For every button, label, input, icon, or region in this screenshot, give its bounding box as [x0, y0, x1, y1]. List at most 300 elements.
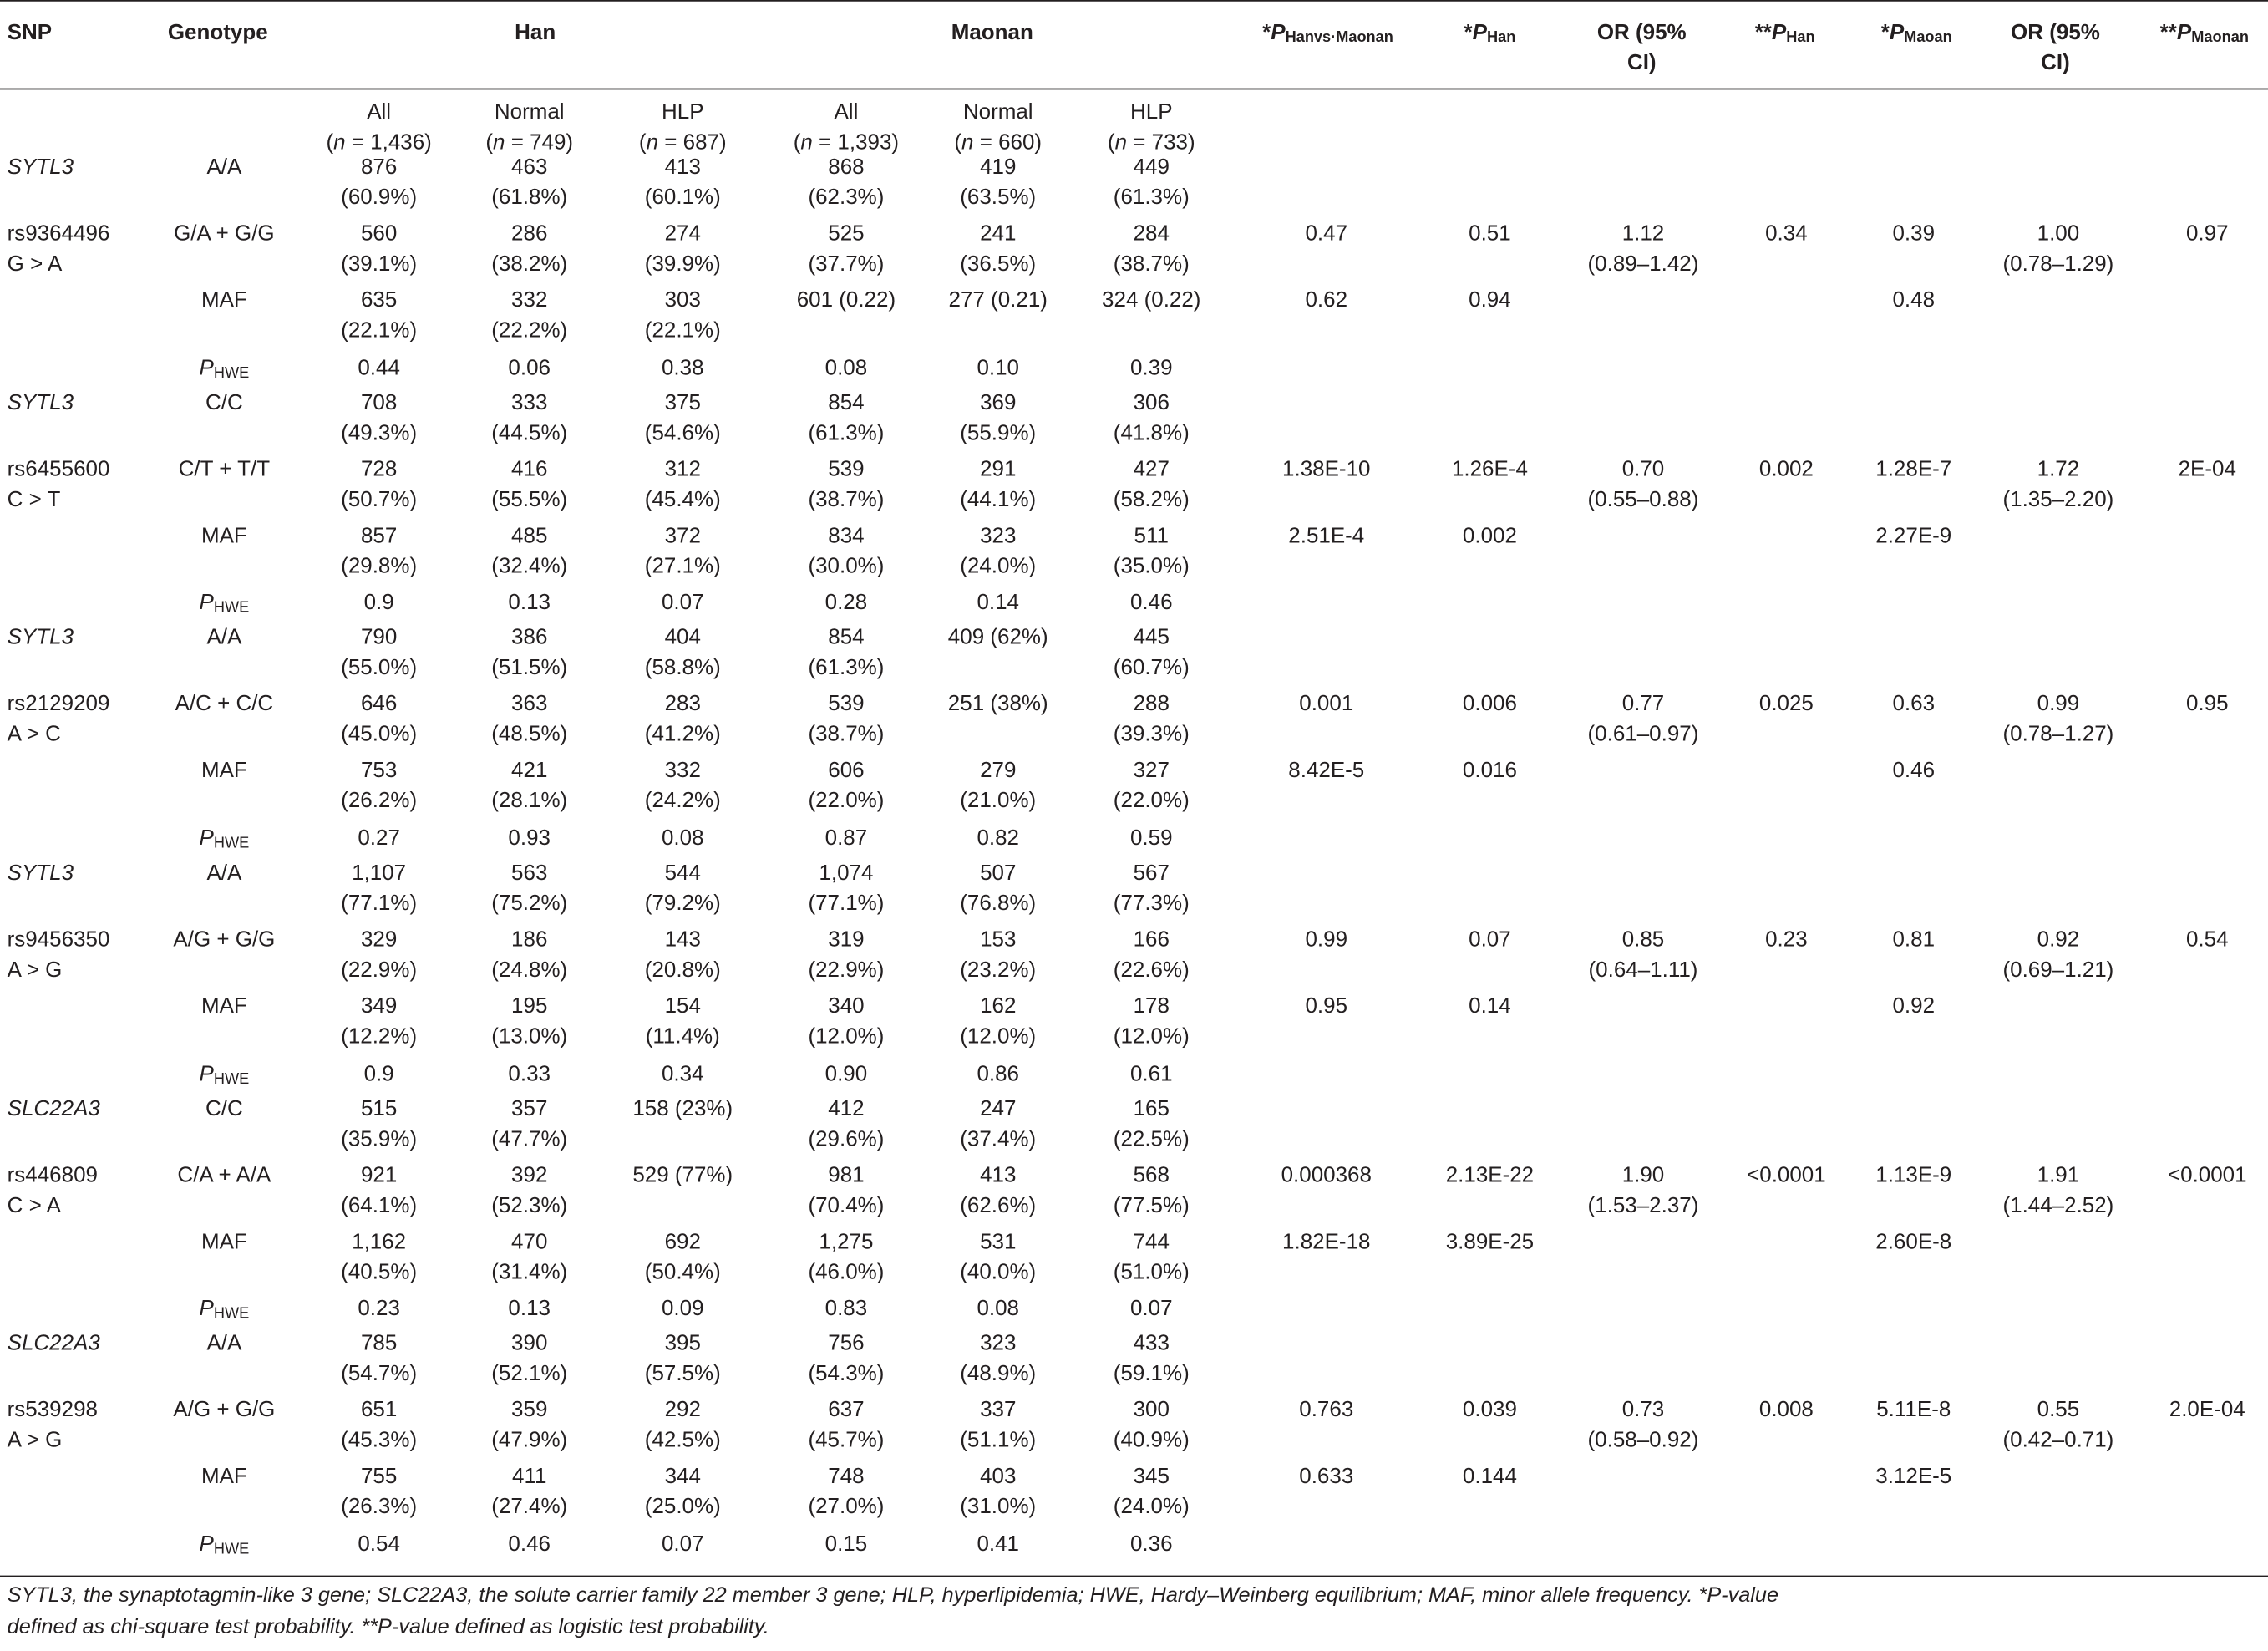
- value-cell-line: (52.1%): [491, 1361, 568, 1386]
- value-cell-line: 433: [1133, 1330, 1170, 1356]
- value-cell: [292, 388, 466, 449]
- value-cell-line: 0.86: [977, 1061, 1020, 1087]
- value-cell-line: (31.4%): [491, 1260, 568, 1285]
- value-cell: [759, 353, 933, 383]
- value-cell: [292, 152, 466, 213]
- value-cell: [443, 688, 616, 749]
- value-cell-line: (51.1%): [960, 1427, 1037, 1453]
- value-cell-line: (22.6%): [1113, 958, 1190, 983]
- value-cell-line: (45.3%): [341, 1427, 418, 1453]
- value-cell-line: (29.6%): [808, 1126, 885, 1152]
- subheader-label: HLP: [661, 99, 704, 124]
- value-cell: [1064, 521, 1238, 582]
- col-header-p-maoan: *PMaoan: [1880, 20, 1952, 47]
- value-cell-line: (22.1%): [341, 318, 418, 343]
- stat-pp2-line: 0.54: [2185, 927, 2229, 952]
- stat-or1-line: 0.73: [1621, 1397, 1665, 1423]
- stat-p1: [1240, 218, 1413, 248]
- value-cell: [1064, 353, 1238, 383]
- value-cell: [759, 823, 933, 853]
- value-cell-line: 0.07: [661, 1532, 704, 1557]
- value-cell-line: 0.08: [977, 1296, 1020, 1321]
- value-cell-line: (41.2%): [644, 722, 721, 747]
- value-cell-line: 646: [360, 691, 398, 717]
- value-cell-line: (35.0%): [1113, 554, 1190, 579]
- value-cell: [596, 521, 769, 582]
- value-cell-line: (11.4%): [645, 1024, 720, 1049]
- value-cell-line: (12.2%): [341, 1024, 418, 1049]
- stat-p2-line: 0.07: [1469, 927, 1511, 952]
- stat-or2: [1971, 924, 2145, 985]
- genotype-line: MAF: [200, 758, 247, 783]
- value-cell-line: (22.1%): [644, 318, 721, 343]
- value-cell: [911, 924, 1085, 985]
- stat-p2: [1403, 455, 1577, 485]
- stat-p2: [1403, 1161, 1577, 1191]
- value-cell-line: 0.44: [358, 355, 400, 381]
- genotype: [145, 388, 303, 418]
- value-cell-line: 413: [664, 155, 701, 180]
- value-cell-line: (38.7%): [1113, 251, 1190, 277]
- stat-p1-line: 0.62: [1305, 287, 1348, 313]
- value-cell-line: (12.0%): [808, 1024, 885, 1049]
- value-cell-line: 419: [980, 155, 1017, 180]
- stat-p1-line: 0.633: [1299, 1464, 1354, 1489]
- value-cell: [1064, 1227, 1238, 1288]
- value-cell: [911, 823, 1085, 853]
- value-cell-line: (35.9%): [341, 1126, 418, 1152]
- genotype-line: A/A: [206, 1330, 242, 1356]
- value-cell: [596, 455, 769, 516]
- value-cell-line: 390: [511, 1330, 548, 1356]
- value-cell-line: (55.5%): [491, 487, 568, 512]
- value-cell-line: 154: [664, 993, 701, 1019]
- value-cell: [443, 388, 616, 449]
- value-cell-line: (61.8%): [491, 185, 568, 211]
- gene-name-line: SYTL3: [7, 625, 74, 650]
- value-cell-line: (61.3%): [1113, 185, 1190, 211]
- value-cell-line: (77.1%): [341, 891, 418, 917]
- stat-p1-line: 2.51E-4: [1288, 523, 1365, 549]
- stat-p3-line: 0.92: [1892, 993, 1936, 1019]
- value-cell: [759, 858, 933, 919]
- value-cell: [292, 521, 466, 582]
- value-cell: [911, 1461, 1085, 1522]
- gene-name-line: SLC22A3: [7, 1096, 100, 1121]
- value-cell: [443, 1394, 616, 1455]
- stat-or1-line: (0.89–1.42): [1587, 251, 1699, 277]
- value-cell-line: 427: [1133, 457, 1170, 482]
- value-cell-line: (76.8%): [960, 891, 1037, 917]
- value-cell-line: (22.5%): [1113, 1126, 1190, 1152]
- snp-id-line: A > G: [7, 1427, 63, 1453]
- value-cell-line: (12.0%): [960, 1024, 1037, 1049]
- value-cell-line: (51.5%): [491, 655, 568, 680]
- stat-or2-line: (0.69–1.21): [2002, 958, 2114, 983]
- stat-pp2-line: 2E-04: [2178, 457, 2236, 482]
- value-cell-line: 372: [664, 523, 701, 549]
- stat-p1: [1240, 1394, 1413, 1425]
- stat-or1-line: (1.53–2.37): [1587, 1193, 1699, 1218]
- stat-p3: [1827, 285, 2001, 315]
- value-cell-line: (40.0%): [960, 1260, 1037, 1285]
- value-cell: [443, 521, 616, 582]
- stat-p1-line: 0.99: [1305, 927, 1348, 952]
- value-cell-line: 568: [1133, 1163, 1170, 1188]
- value-cell-line: (40.5%): [341, 1260, 418, 1285]
- value-cell-line: (70.4%): [808, 1193, 885, 1218]
- value-cell-line: (55.9%): [960, 420, 1037, 446]
- value-cell-line: (42.5%): [644, 1427, 721, 1453]
- value-cell: [596, 1094, 769, 1124]
- value-cell-line: (47.9%): [491, 1427, 568, 1453]
- value-cell: [911, 1161, 1085, 1222]
- value-cell-line: (27.0%): [808, 1494, 885, 1520]
- snp-id-line: rs6455600: [7, 457, 110, 482]
- stat-p2: [1403, 755, 1577, 785]
- value-cell-line: 0.06: [508, 355, 551, 381]
- stat-p2-line: 1.26E-4: [1451, 457, 1528, 482]
- value-cell-line: 0.46: [508, 1532, 551, 1557]
- stat-p1: [1240, 455, 1413, 485]
- snp-id-line: G > A: [7, 251, 63, 277]
- value-cell-line: 344: [664, 1464, 701, 1489]
- gene-name-line: SYTL3: [7, 861, 74, 886]
- value-cell-line: 748: [828, 1464, 865, 1489]
- gene-name-line: SYTL3: [7, 155, 74, 180]
- stat-p1-line: 8.42E-5: [1288, 758, 1365, 783]
- value-cell: [292, 285, 466, 346]
- value-cell: [292, 1161, 466, 1222]
- value-cell: [443, 1461, 616, 1522]
- value-cell-line: (24.2%): [644, 788, 721, 814]
- value-cell-line: 0.87: [824, 826, 868, 851]
- value-cell-line: 0.08: [661, 826, 704, 851]
- value-cell: [759, 688, 933, 749]
- value-cell: [443, 1161, 616, 1222]
- value-cell: [443, 1328, 616, 1389]
- value-cell-line: 0.9: [363, 590, 394, 615]
- genotype: [145, 755, 303, 785]
- stat-or2-line: (1.44–2.52): [2002, 1193, 2114, 1218]
- value-cell-line: (27.1%): [644, 554, 721, 579]
- col-header-pp-maonan: **PMaonan: [2159, 20, 2249, 47]
- value-cell-line: (54.6%): [644, 420, 721, 446]
- stat-pp1-line: 0.008: [1758, 1397, 1814, 1423]
- stat-p2: [1403, 1227, 1577, 1257]
- stat-p1: [1240, 1461, 1413, 1491]
- stat-p3-line: 5.11E-8: [1876, 1397, 1951, 1423]
- value-cell-line: 0.09: [661, 1296, 704, 1321]
- genotype: [145, 285, 303, 315]
- value-cell-line: 544: [664, 861, 701, 886]
- gene-name: [8, 858, 74, 888]
- value-cell-line: 292: [664, 1397, 701, 1423]
- value-cell: [596, 858, 769, 919]
- value-cell-line: 539: [828, 691, 865, 717]
- genotype: [145, 622, 303, 653]
- stat-p3-line: 2.27E-9: [1875, 523, 1952, 549]
- value-cell-line: 981: [828, 1163, 865, 1188]
- value-cell: [759, 285, 933, 315]
- value-cell: [443, 755, 616, 816]
- stat-or2: [1971, 1394, 2145, 1455]
- genotype-line: C/C: [205, 390, 243, 415]
- value-cell-line: (39.9%): [644, 251, 721, 277]
- genotype-phwe: PHWE: [199, 1532, 250, 1558]
- value-cell-line: (60.1%): [644, 185, 721, 211]
- value-cell: [759, 152, 933, 213]
- value-cell-line: (40.9%): [1113, 1427, 1190, 1453]
- value-cell-line: 277 (0.21): [948, 287, 1048, 313]
- value-cell-line: 329: [360, 927, 398, 952]
- value-cell-line: (22.0%): [1113, 788, 1190, 814]
- stat-p3: [1827, 991, 2001, 1021]
- value-cell: [911, 1394, 1085, 1455]
- snp-id: [8, 455, 110, 516]
- value-cell-line: 563: [511, 861, 548, 886]
- value-cell-line: 0.10: [977, 355, 1020, 381]
- value-cell-line: 340: [828, 993, 865, 1019]
- value-cell: [911, 152, 1085, 213]
- table-footnote: SYTL3, the synaptotagmin-like 3 gene; SLC22A3, the solute carrier family 22 member 3 gene; HLP, hyperlipidemia; HWE, Hardy–Weinberg equilibrium; MAF, minor allele frequency. *P-value defined as chi-square test probability. **P-value defined as logistic test probability.: [7, 1583, 1779, 1639]
- stat-p1-line: 0.47: [1305, 221, 1348, 246]
- subheader-0: [299, 97, 458, 158]
- value-cell: [292, 1328, 466, 1389]
- stat-p3-line: 0.39: [1892, 221, 1936, 246]
- value-cell-line: (37.7%): [808, 251, 885, 277]
- genotype: [145, 924, 303, 954]
- value-cell-line: 247: [980, 1096, 1017, 1121]
- stat-p3-line: 0.63: [1892, 691, 1936, 717]
- value-cell: [596, 152, 769, 213]
- value-cell-line: 395: [664, 1330, 701, 1356]
- value-cell-line: (55.0%): [341, 655, 418, 680]
- value-cell-line: 165: [1133, 1096, 1170, 1121]
- col-header-maonan: Maonan: [951, 20, 1033, 45]
- stat-or2-line: 0.55: [2037, 1397, 2080, 1423]
- value-cell: [1064, 823, 1238, 853]
- value-cell-line: 0.08: [824, 355, 868, 381]
- stat-pp2: [2120, 924, 2268, 954]
- value-cell-line: 606: [828, 758, 865, 783]
- gene-name: [8, 388, 74, 418]
- genotype-line: A/G + G/G: [173, 1397, 276, 1423]
- value-cell: [1064, 688, 1238, 749]
- value-cell-line: (44.5%): [491, 420, 568, 446]
- genotype-line: C/A + A/A: [177, 1163, 271, 1188]
- value-cell-line: 0.9: [363, 1061, 394, 1087]
- stat-or1-line: 0.85: [1621, 927, 1665, 952]
- value-cell: [443, 1059, 616, 1089]
- value-cell: [911, 1529, 1085, 1559]
- value-cell: [759, 1529, 933, 1559]
- value-cell-line: 785: [360, 1330, 398, 1356]
- value-cell: [911, 755, 1085, 816]
- stat-p3: [1827, 755, 2001, 785]
- stat-or1-line: (0.64–1.11): [1588, 958, 1698, 983]
- value-cell-line: (48.9%): [960, 1361, 1037, 1386]
- value-cell-line: 323: [980, 1330, 1017, 1356]
- value-cell: [1064, 218, 1238, 279]
- value-cell-line: (22.0%): [808, 788, 885, 814]
- value-cell-line: (41.8%): [1113, 420, 1190, 446]
- stat-p2: [1403, 1461, 1577, 1491]
- value-cell: [759, 1227, 933, 1288]
- stat-or1-line: (0.58–0.92): [1587, 1427, 1699, 1453]
- snp-id-line: rs9456350: [7, 927, 110, 952]
- value-cell-line: (22.9%): [808, 958, 885, 983]
- value-cell: [596, 587, 769, 617]
- value-cell-line: (61.3%): [808, 420, 885, 446]
- value-cell-line: (48.5%): [491, 722, 568, 747]
- col-header-genotype: Genotype: [167, 20, 268, 45]
- value-cell-line: (59.1%): [1113, 1361, 1190, 1386]
- value-cell-line: (61.3%): [808, 655, 885, 680]
- stat-p2: [1403, 688, 1577, 719]
- value-cell: [443, 823, 616, 853]
- stat-p3-line: 0.81: [1892, 927, 1936, 952]
- value-cell: [1064, 587, 1238, 617]
- value-cell-line: 332: [664, 758, 701, 783]
- value-cell-line: 153: [980, 927, 1017, 952]
- value-cell-line: (39.3%): [1113, 722, 1190, 747]
- value-cell-line: (62.3%): [808, 185, 885, 211]
- subheader-n: (n = 733): [1107, 130, 1195, 155]
- genotype-line: C/C: [205, 1096, 243, 1121]
- genotype-line: C/T + T/T: [178, 457, 271, 482]
- stat-p1: [1240, 755, 1413, 785]
- value-cell: [596, 1227, 769, 1288]
- value-cell-line: 403: [980, 1464, 1017, 1489]
- snp-id-line: A > C: [7, 722, 61, 747]
- value-cell-line: 0.23: [358, 1296, 400, 1321]
- stat-p1: [1240, 991, 1413, 1021]
- value-cell: [1064, 1094, 1238, 1155]
- value-cell: [1064, 1328, 1238, 1389]
- value-cell: [1064, 285, 1238, 315]
- value-cell: [911, 455, 1085, 516]
- value-cell-line: 0.36: [1129, 1532, 1173, 1557]
- snp-id-line: rs539298: [7, 1397, 98, 1423]
- value-cell-line: (38.7%): [808, 487, 885, 512]
- value-cell-line: 756: [828, 1330, 865, 1356]
- value-cell: [596, 688, 769, 749]
- value-cell-line: (51.0%): [1113, 1260, 1190, 1285]
- col-header-or-han: OR (95% CI): [1596, 20, 1687, 76]
- value-cell-line: (27.4%): [491, 1494, 568, 1520]
- value-cell: [292, 218, 466, 279]
- value-cell-line: (21.0%): [960, 788, 1037, 814]
- gene-name: [8, 1328, 100, 1359]
- value-cell-line: (45.7%): [808, 1427, 885, 1453]
- stat-pp1-line: 0.002: [1758, 457, 1814, 482]
- value-cell-line: 921: [360, 1163, 398, 1188]
- value-cell-line: 363: [511, 691, 548, 717]
- stat-or2-line: (0.42–0.71): [2002, 1427, 2114, 1453]
- subheader-label: HLP: [1130, 99, 1173, 124]
- value-cell-line: (32.4%): [491, 554, 568, 579]
- stat-p1: [1240, 688, 1413, 719]
- stat-pp1-line: <0.0001: [1747, 1163, 1826, 1188]
- subheader-n: (n = 687): [638, 130, 727, 155]
- stat-p2-line: 0.002: [1462, 523, 1517, 549]
- value-cell-line: (60.7%): [1113, 655, 1190, 680]
- stat-or1-line: 1.90: [1621, 1163, 1665, 1188]
- value-cell-line: 857: [360, 523, 398, 549]
- col-header-p-han: *PHan: [1464, 20, 1516, 47]
- stat-or1-line: (0.55–0.88): [1587, 487, 1699, 512]
- stat-pp2: [2120, 1394, 2268, 1425]
- value-cell-line: 357: [511, 1096, 548, 1121]
- value-cell: [911, 285, 1085, 315]
- value-cell-line: (79.2%): [644, 891, 721, 917]
- value-cell: [292, 1059, 466, 1089]
- value-cell-line: 753: [360, 758, 398, 783]
- genotype-phwe: PHWE: [199, 355, 250, 383]
- value-cell: [1064, 388, 1238, 449]
- value-cell-line: 319: [828, 927, 865, 952]
- value-cell: [292, 1094, 466, 1155]
- value-cell: [596, 1059, 769, 1089]
- genotype: [145, 858, 303, 888]
- stat-p3: [1827, 1227, 2001, 1257]
- top-rule: [0, 0, 2268, 2]
- subheader-label: All: [367, 99, 392, 124]
- value-cell: [1064, 455, 1238, 516]
- value-cell: [1064, 924, 1238, 985]
- stat-pp1-line: 0.23: [1765, 927, 1808, 952]
- snp-id-line: rs2129209: [7, 691, 110, 717]
- subheader-label: Normal: [494, 99, 565, 124]
- snp-id-line: A > G: [7, 958, 63, 983]
- value-cell-line: (64.1%): [341, 1193, 418, 1218]
- value-cell-line: 178: [1133, 993, 1170, 1019]
- genotype-line: MAF: [200, 1229, 247, 1255]
- value-cell-line: (77.5%): [1113, 1193, 1190, 1218]
- value-cell-line: 300: [1133, 1397, 1170, 1423]
- stat-or2-line: (0.78–1.27): [2002, 722, 2114, 747]
- value-cell: [1064, 152, 1238, 213]
- value-cell-line: 359: [511, 1397, 548, 1423]
- genotype: [145, 1094, 303, 1124]
- value-cell-line: 470: [511, 1229, 548, 1255]
- value-cell-line: (24.8%): [491, 958, 568, 983]
- value-cell: [759, 1394, 933, 1455]
- value-cell: [292, 587, 466, 617]
- stat-or2: [1971, 688, 2145, 749]
- value-cell: [596, 1293, 769, 1323]
- value-cell: [1064, 1529, 1238, 1559]
- value-cell: [759, 455, 933, 516]
- value-cell-line: 0.07: [1129, 1296, 1173, 1321]
- value-cell: [443, 587, 616, 617]
- value-cell-line: 539: [828, 457, 865, 482]
- value-cell: [911, 1059, 1085, 1089]
- stat-p2-line: 0.016: [1462, 758, 1517, 783]
- value-cell-line: 0.82: [977, 826, 1020, 851]
- value-cell-line: 286: [511, 221, 548, 246]
- col-header-han: Han: [515, 20, 556, 45]
- value-cell: [1064, 1293, 1238, 1323]
- value-cell-line: (36.5%): [960, 251, 1037, 277]
- genotype-phwe: PHWE: [199, 1061, 250, 1089]
- subheader-n: (n = 1,393): [793, 130, 900, 155]
- value-cell: [1064, 991, 1238, 1052]
- value-cell-line: 324 (0.22): [1102, 287, 1201, 313]
- value-cell-line: (37.4%): [960, 1126, 1037, 1152]
- stat-p2-line: 0.144: [1462, 1464, 1517, 1489]
